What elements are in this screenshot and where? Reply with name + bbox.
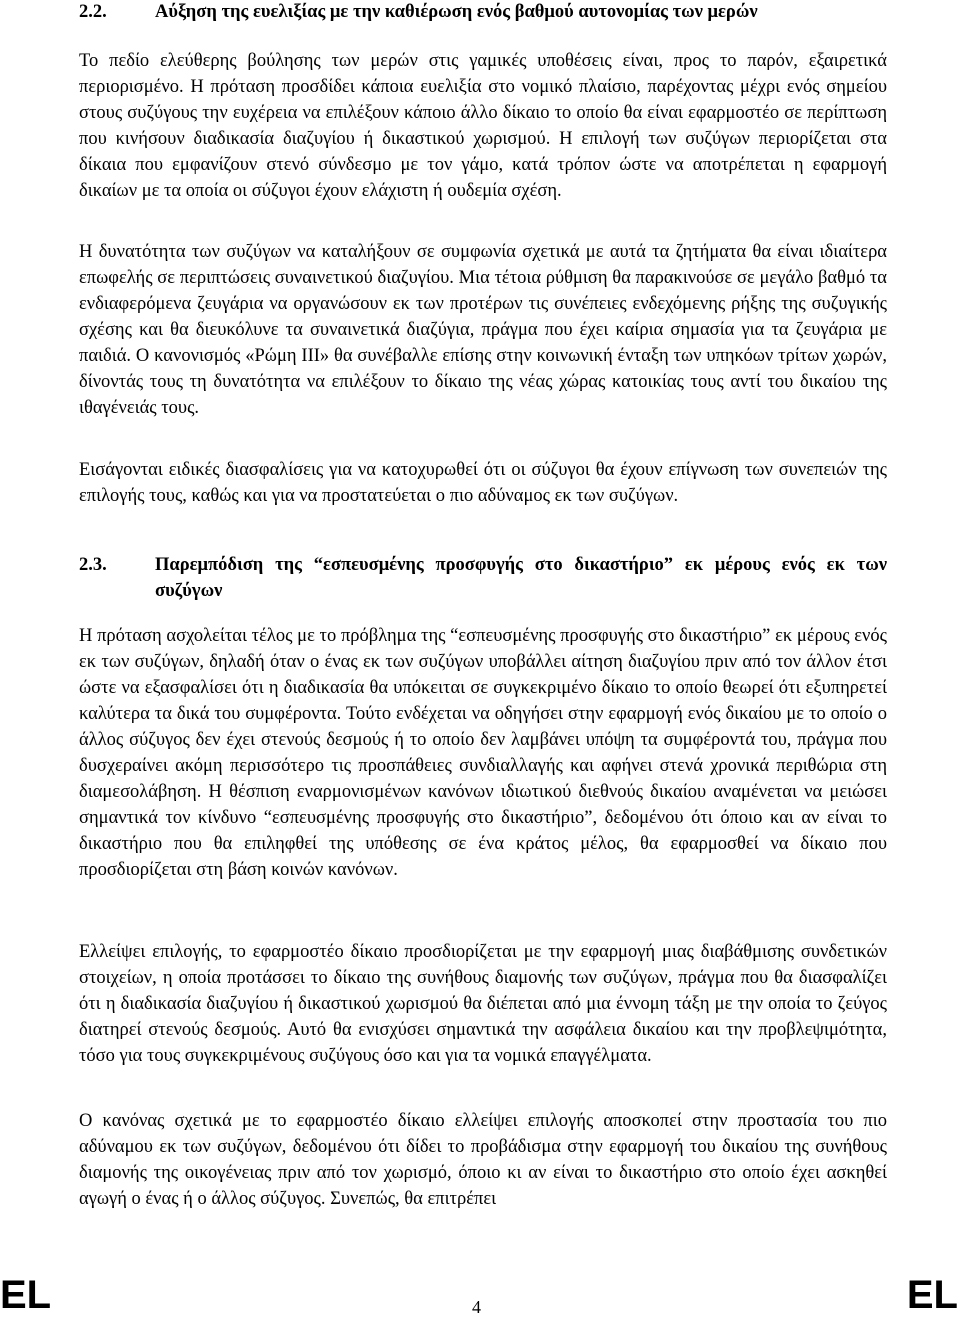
section-title: Αύξηση της ευελιξίας με την καθιέρωση ενός βαθμού αυτονομίας των μερών (155, 2, 758, 22)
paragraph: Η πρόταση ασχολείται τέλος με το πρόβλημα της “εσπευσμένης προσφυγής στο δικαστήριο” εκ μέρους ενός εκ των συζύγων, δηλαδή όταν ο ένας εκ των συζύγων υποβάλλει αίτηση διαζυγίου πριν από τον άλλον έτσι ώστε να εξασφαλίσει ότι η διαδικασία θα υπόκειται σε συγκεκριμένο δίκαιο το οποίο θεωρεί ότι εξυπηρετεί καλύτερα τα δικά του συμφέροντα. Τούτο ενδέχεται να οδηγήσει στην εφαρμογή ενός δικαίου με το οποίο ο άλλος σύζυγος δεν έχει στενούς δεσμούς ή το οποίο δεν λαμβάνει υπόψη τα συμφέροντά του, πράγμα που δυσχεραίνει ακόμη περισσότερο τις προσπάθειες συνδιαλλαγής και αφήνει στενά χρονικά περιθώρια στη διαμεσολάβηση. Η θέσπιση εναρμονισμένων κανόνων ιδιωτικού διεθνούς δικαίου αναμένεται να μειώσει σημαντικά τον κίνδυνο “εσπευσμένης προσφυγής στο δικαστήριο”, δεδομένου ότι όποιο και αν είναι το δικαστήριο που θα επιληφθεί της υπόθεσης σε ένα κράτος μέλος, θα εφαρμοσθεί να δίκαιο που προσδιορίζεται στη βάση κοινών κανόνων. (79, 626, 887, 880)
section-heading-2-2 (79, 0, 887, 25)
section-number: 2.2. (79, 2, 107, 22)
paragraph: Το πεδίο ελεύθερης βούλησης των μερών στις γαμικές υποθέσεις είναι, προς το παρόν, εξαιρετικά περιορισμένο. Η πρόταση προσδίδει κάποια ευελιξία στο νομικό πλαίσιο, παρέχοντας μέχρι ενός σημείου στους συζύγους την ευχέρεια να επιλέξουν κάποιο άλλο δίκαιο το οποίο θα είναι εφαρμοστέο σε περίπτωση που κινήσουν διαδικασία διαζυγίου ή δικαστικού χωρισμού. Η επιλογή των συζύγων περιορίζεται στα δίκαια που εμφανίζουν στενό σύνδεσμο με τον γάμο, κατά τρόπον ώστε να αποτρέπεται η εφαρμογή δικαίων με τα οποία οι σύζυγοι έχουν ελάχιστη ή ουδεμία σχέση. (79, 51, 887, 201)
paragraph: Ο κανόνας σχετικά με το εφαρμοστέο δίκαιο ελλείψει επιλογής αποσκοπεί στην προστασία του πιο αδύναμου εκ των συζύγων, δεδομένου ότι δίδει το προβάδισμα στην εφαρμογή του δικαίου της συνήθους διαμονής της οικογένειας πριν από τον χωρισμό, όποιο κι αν είναι το δικαστήριο στο οποίο έχει ασκηθεί αγωγή ο ένας ή ο άλλος σύζυγος. Συνεπώς, θα επιτρέπει (79, 1111, 887, 1209)
paragraph: Ελλείψει επιλογής, το εφαρμοστέο δίκαιο προσδιορίζεται με την εφαρμογή μιας διαβάθμισης συνδετικών στοιχείων, η οποία προτάσσει το δίκαιο της συνήθους διαμονής των συζύγων, πράγμα που θα διασφαλίζει ότι η διαδικασία διαζυγίου ή δικαστικού χωρισμού θα διέπεται από μια έννομη τάξη με την οποία το ζεύγος διατηρεί στενούς δεσμούς. Αυτό θα ενισχύσει σημαντικά την ασφάλεια δικαίου και την προβλεψιμότητα, τόσο για τους συγκεκριμένους συζύγους όσο και για τα νομικά επαγγέλματα. (79, 942, 887, 1066)
section-number: 2.3. (79, 555, 107, 575)
paragraph: Εισάγονται ειδικές διασφαλίσεις για να κατοχυρωθεί ότι οι σύζυγοι θα έχουν επίγνωση των συνεπειών της επιλογής τους, καθώς και για να προστατεύεται ο πιο αδύναμος εκ των συζύγων. (79, 460, 887, 506)
section-title: Παρεμπόδιση της “εσπευσμένης προσφυγής στο δικαστήριο” εκ μέρους ενός εκ των συζύγων (155, 555, 887, 601)
section-heading-2-3 (79, 552, 887, 604)
paragraph: Η δυνατότητα των συζύγων να καταλήξουν σε συμφωνία σχετικά με αυτά τα ζητήματα θα είναι ιδιαίτερα επωφελής σε περιπτώσεις συναινετικού διαζυγίου. Μια τέτοια ρύθμιση θα παρακινούσε σε μεγάλο βαθμό τα ενδιαφερόμενα ζευγάρια να οργανώσουν εκ των προτέρων τις συνέπειες ενδεχόμενης ρήξης της συζυγικής σχέσης και θα διευκόλυνε τα συναινετικά διαζύγια, πράγμα που έχει καίρια σημασία για τα ζευγάρια με παιδιά. Ο κανονισμός «Ρώμη ΙΙΙ» θα συνέβαλλε επίσης στην κοινωνική ένταξη των υπηκόων τρίτων χωρών, δίνοντάς τους τη δυνατότητα να επιλέξουν το δίκαιο της νέας χώρας κατοικίας τους αντί του δικαίου της ιθαγένειάς τους. (79, 242, 887, 418)
page-number: 4 (472, 1297, 481, 1317)
footer-language-code-left: EL (0, 1273, 52, 1317)
footer-language-code-right: EL (906, 1273, 958, 1317)
